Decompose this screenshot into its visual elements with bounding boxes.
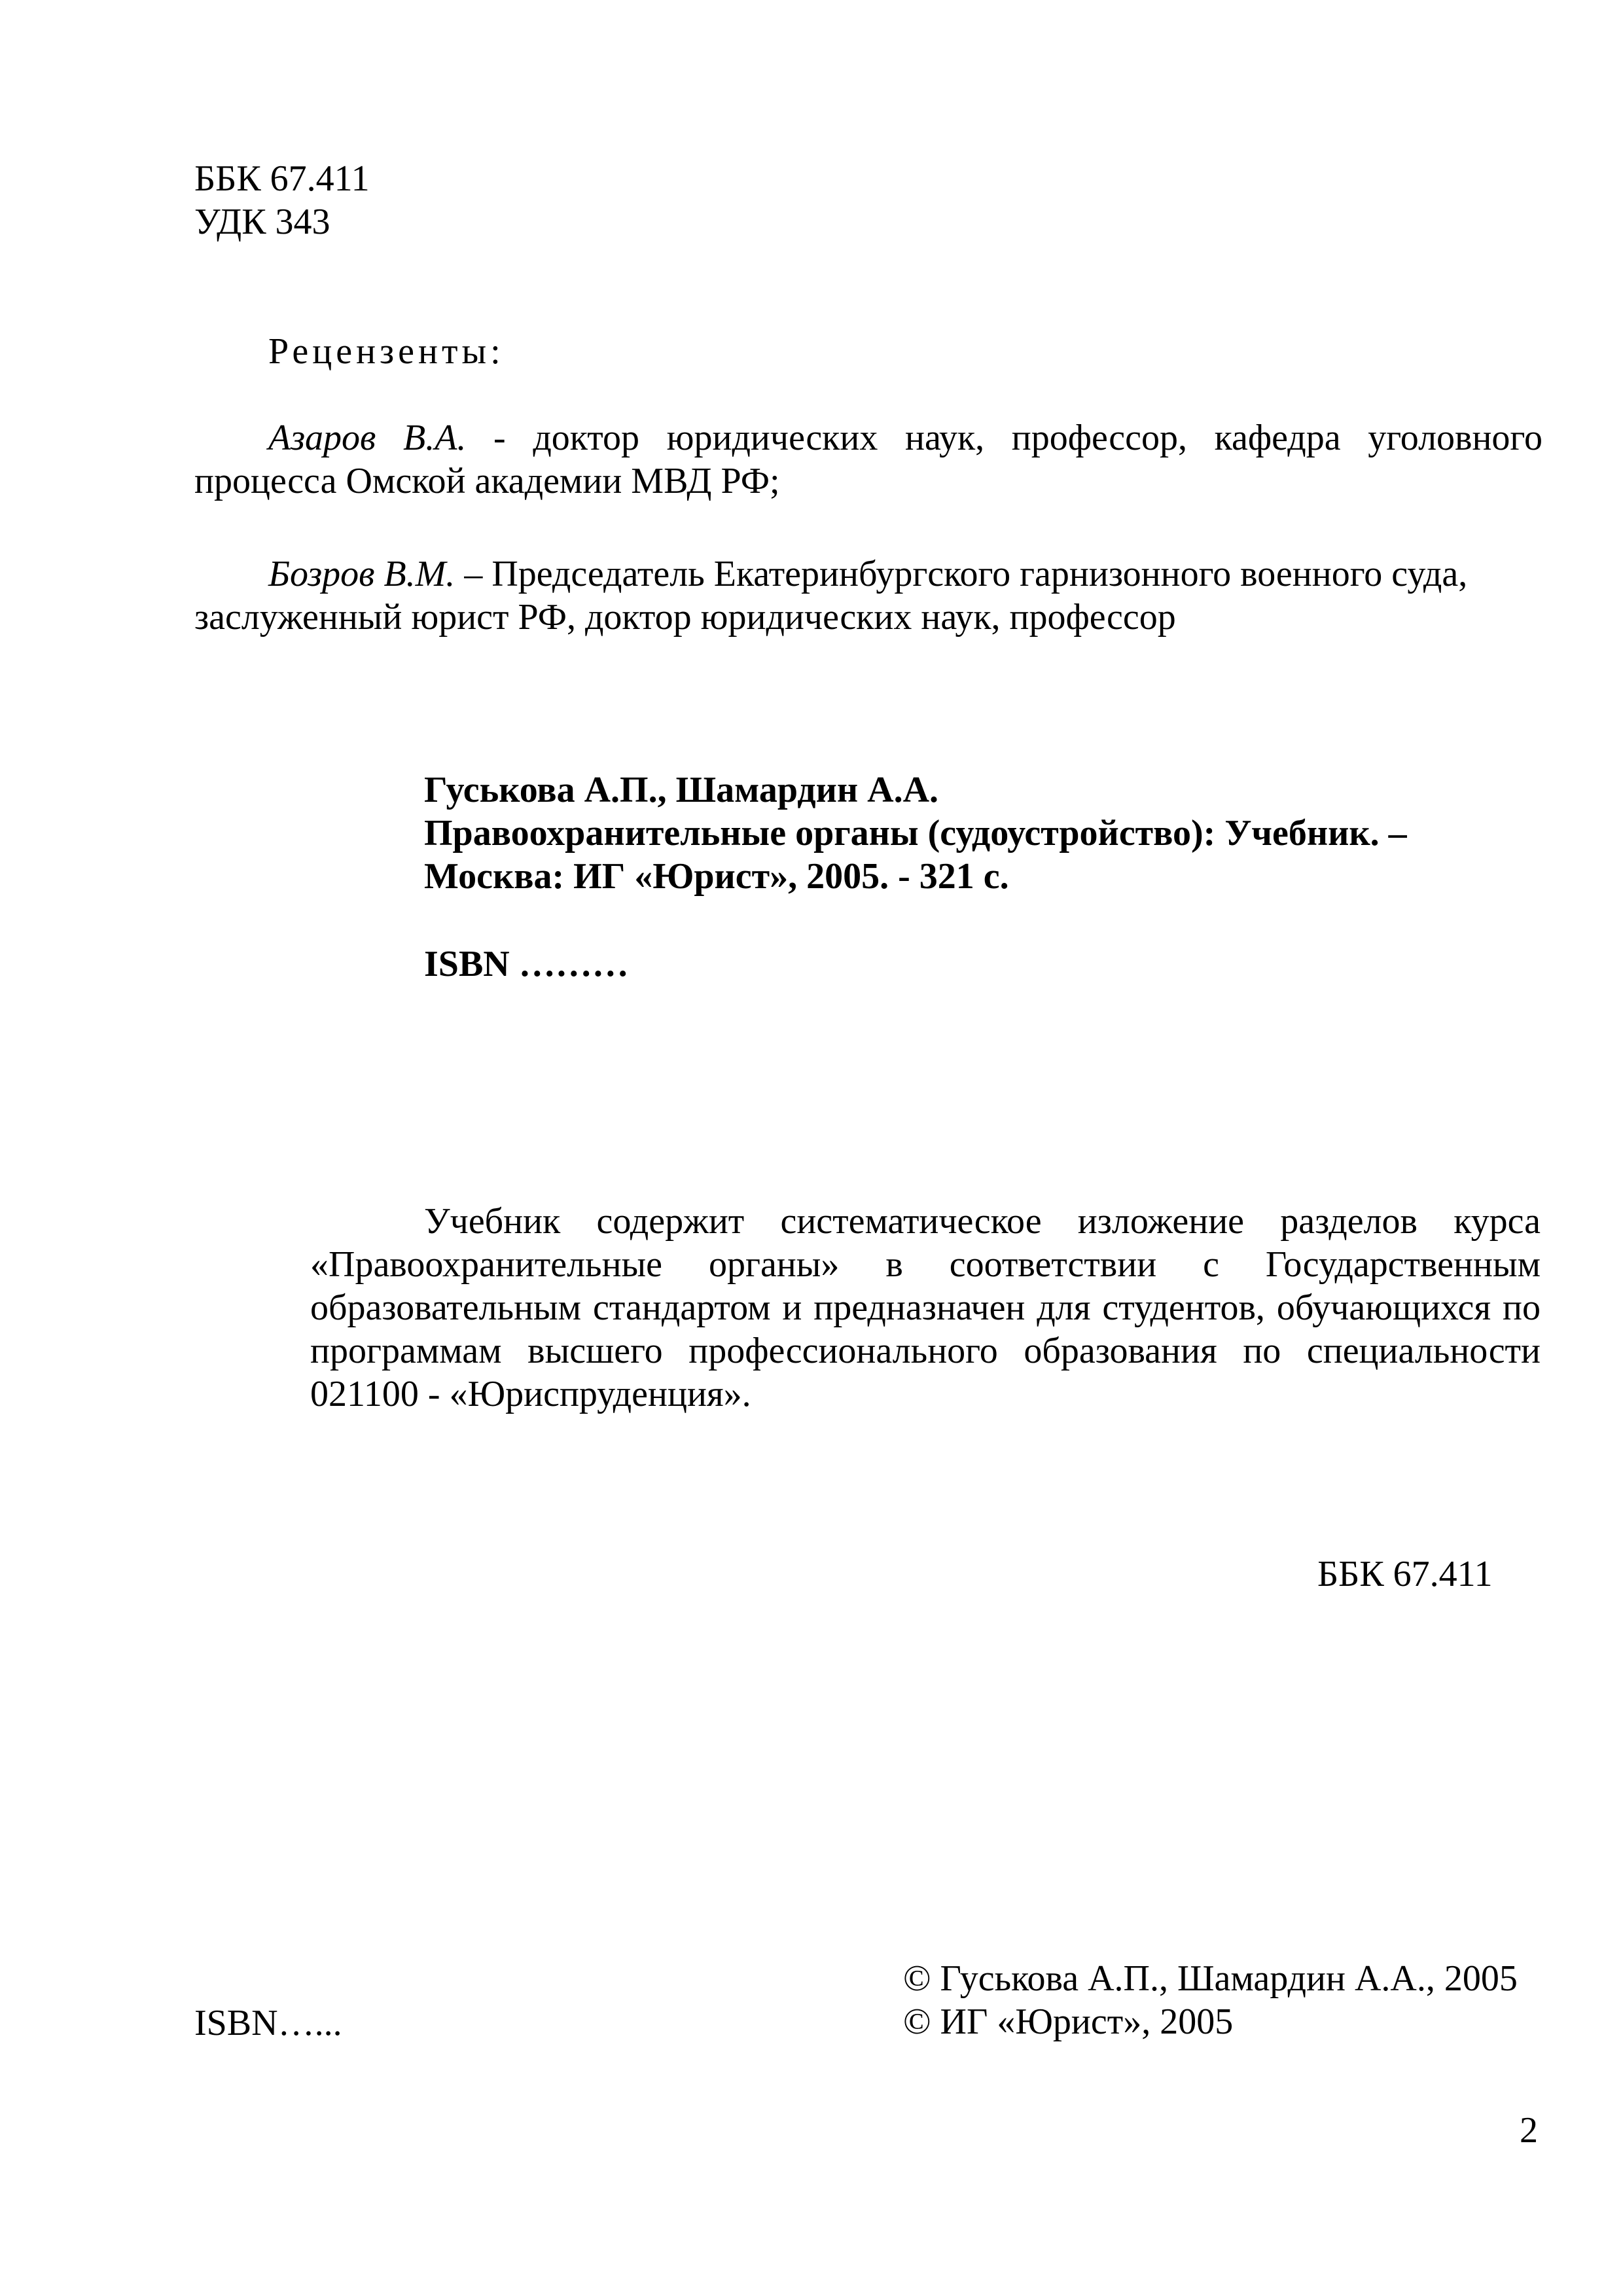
copyright-publisher: © ИГ «Юрист», 2005: [903, 2001, 1234, 2042]
bbk-code-bottom: ББК 67.411: [1317, 1554, 1493, 1594]
reviewer-description: - доктор юридических наук, профессор, кафедра уголовного процесса Омской академии МВД РФ;: [194, 418, 1543, 501]
book-publisher: Москва: ИГ «Юрист», 2005. - 321 с.: [424, 856, 1009, 897]
isbn-footer: ISBN…...: [194, 2003, 342, 2043]
book-title: Правоохранительные органы (судоустройство): Учебник. –: [424, 813, 1407, 853]
reviewer-name: Бозров В.М.: [268, 554, 455, 594]
udk-code: УДК 343: [194, 202, 330, 242]
bbk-code: ББК 67.411: [194, 158, 370, 199]
isbn-bibliographic: ISBN ………: [424, 944, 629, 984]
reviewer-entry: [194, 416, 1543, 503]
reviewer-name: Азаров В.А.: [268, 418, 467, 458]
book-authors: Гуськова А.П., Шамардин А.А.: [424, 770, 939, 810]
copyright-authors: © Гуськова А.П., Шамардин А.А., 2005: [903, 1958, 1518, 1999]
reviewers-heading: Рецензенты:: [268, 331, 505, 372]
copyright-block: [903, 1957, 1518, 2043]
reviewer-entry: [194, 552, 1543, 639]
reviewer-description: – Председатель Екатеринбургского гарнизонного военного суда, заслуженный юрист РФ, доктор юридических наук, профессор: [194, 554, 1468, 637]
page-number: 2: [1520, 2110, 1538, 2151]
classification-block: [194, 157, 370, 243]
abstract-paragraph: Учебник содержит систематическое изложение разделов курса «Правоохранительные органы» в соответствии с Государственным образовательным стандартом и предназначен для студентов, обучающихся по программам высшего профессионального образования по специальности 021100 - «Юриспруденция».: [310, 1201, 1541, 1414]
bibliographic-record: [424, 768, 1407, 898]
